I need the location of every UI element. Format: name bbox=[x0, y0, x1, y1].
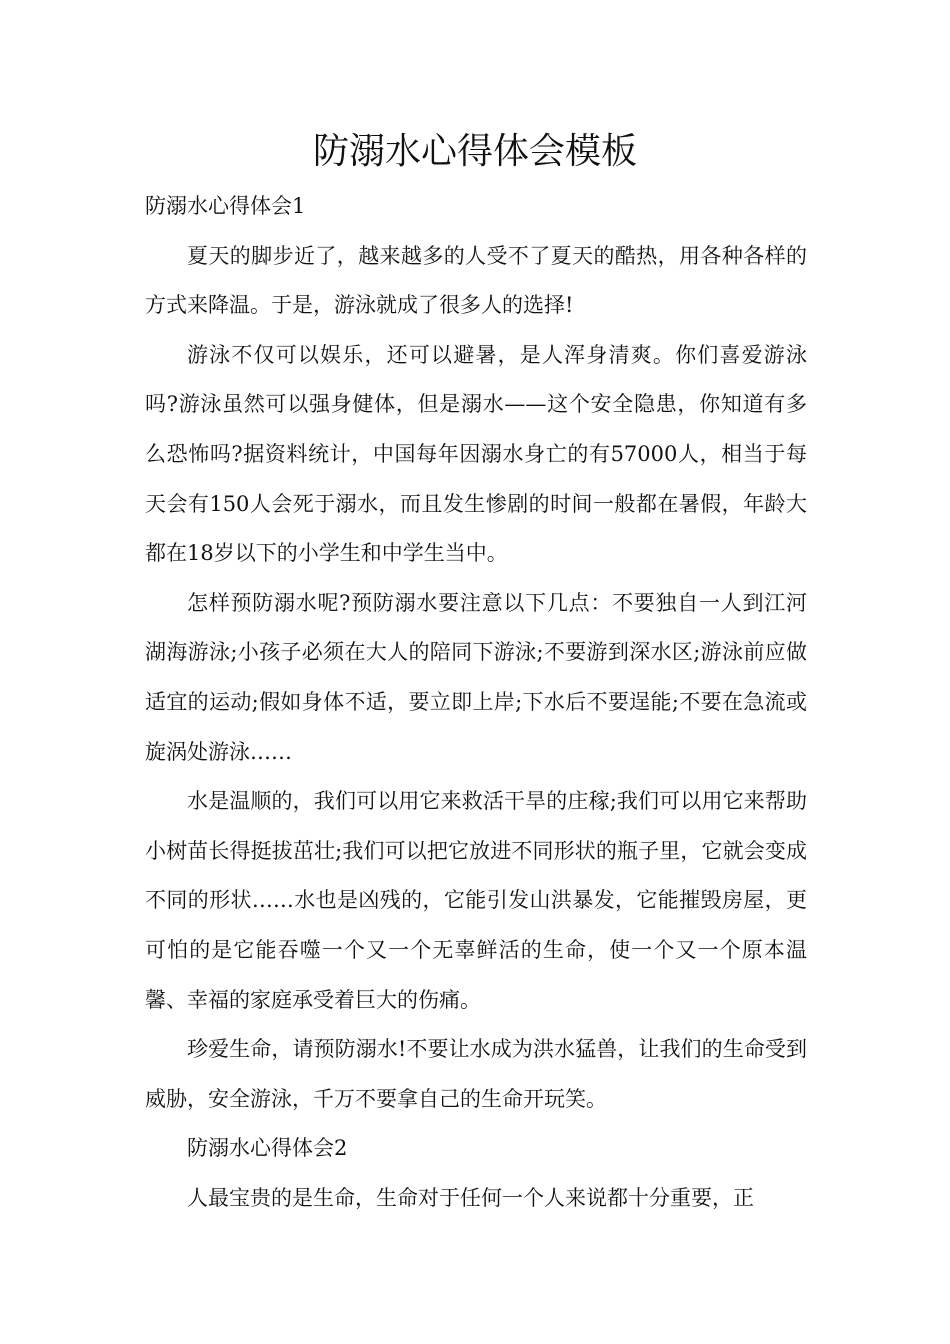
section-heading-2: 防溺水心得体会2 bbox=[187, 1136, 348, 1161]
section-heading-1: 防溺水心得体会1 bbox=[145, 194, 306, 218]
paragraph: 游泳不仅可以娱乐，还可以避暑，是人浑身清爽。你们喜爱游泳吗?游泳虽然可以强身健体，但是溺水——这个安全隐患，你知道有多么恐怖吗?据资料统计，中国每年因溺水身亡的有57000人，相当于每天会有150人会死于溺水，而且发生惨剧的时间一般都在暑假，年龄大都在18岁以下的小学生和中学生当中。 bbox=[145, 342, 807, 566]
paragraph: 珍爱生命，请预防溺水!不要让水成为洪水猛兽，让我们的生命受到威胁，安全游泳，千万不要拿自己的生命开玩笑。 bbox=[145, 1037, 807, 1111]
paragraph: 人最宝贵的是生命，生命对于任何一个人来说都十分重要，正 bbox=[187, 1185, 754, 1210]
paragraph: 水是温顺的，我们可以用它来救活干旱的庄稼;我们可以用它来帮助小树苗长得挺拔茁壮;我们可以把它放进不同形状的瓶子里，它就会变成不同的形状……水也是凶残的，它能引发山洪暴发，它能摧毁房屋，更可怕的是它能吞噬一个又一个无辜鲜活的生命，使一个又一个原本温馨、幸福的家庭承受着巨大的伤痛。 bbox=[145, 789, 807, 1012]
paragraph: 夏天的脚步近了，越来越多的人受不了夏天的酷热，用各种各样的方式来降温。于是，游泳就成了很多人的选择! bbox=[145, 243, 807, 318]
document-body bbox=[145, 182, 807, 1223]
paragraph: 怎样预防溺水呢?预防溺水要注意以下几点：不要独自一人到江河湖海游泳;小孩子必须在大人的陪同下游泳;不要游到深水区;游泳前应做适宜的运动;假如身体不适，要立即上岸;下水后不要逞能;不要在急流或旋涡处游泳…… bbox=[145, 590, 807, 764]
page-title: 防溺水心得体会模板 bbox=[312, 131, 637, 172]
